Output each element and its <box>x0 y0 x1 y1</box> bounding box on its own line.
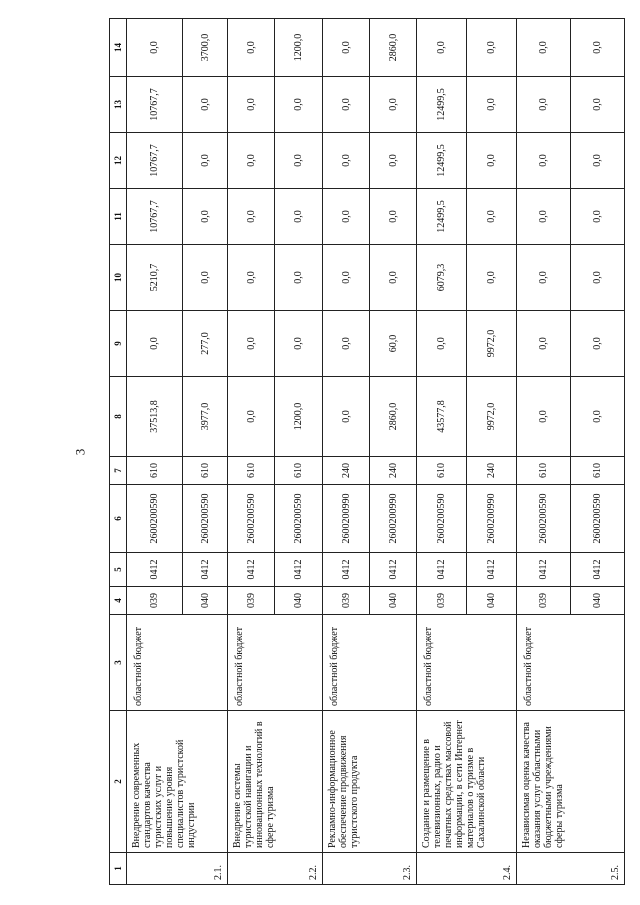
table-cell: 2600200990 <box>467 485 517 553</box>
table-cell: 0,0 <box>370 77 417 133</box>
table-cell: 610 <box>228 457 275 485</box>
table-cell: 0,0 <box>228 377 275 457</box>
table-cell: 0,0 <box>517 311 571 377</box>
table-cell: 2600200990 <box>323 485 370 553</box>
column-header: 12 <box>110 133 127 189</box>
measure-name: Внедрение системы туристской навигации и инновационных технологий в сфере туризма <box>228 711 323 853</box>
table-cell: 040 <box>571 587 625 615</box>
table-cell: 0,0 <box>417 19 467 77</box>
column-header: 1 <box>110 853 127 885</box>
table-cell: 12499,5 <box>417 189 467 245</box>
table-cell: 0412 <box>467 553 517 587</box>
table-cell: 2600200990 <box>370 485 417 553</box>
table-cell: 12499,5 <box>417 133 467 189</box>
table-cell: 240 <box>323 457 370 485</box>
table-cell: 2860,0 <box>370 19 417 77</box>
table-cell: 040 <box>183 587 228 615</box>
table-row <box>228 19 275 885</box>
table-cell: 0,0 <box>467 189 517 245</box>
group-number: 2.3. <box>323 853 417 885</box>
table-cell: 0412 <box>228 553 275 587</box>
table-cell: 039 <box>517 587 571 615</box>
measure-name: Независимая оценка качества оказания услуг областными бюджетными учреждениями сферы туризма <box>517 711 625 853</box>
table-cell: 0,0 <box>571 77 625 133</box>
table-cell: 0412 <box>183 553 228 587</box>
table-cell: 0,0 <box>183 77 228 133</box>
table-cell: 0412 <box>127 553 183 587</box>
column-header: 13 <box>110 77 127 133</box>
table-cell: 1200,0 <box>275 19 323 77</box>
table-cell: 0,0 <box>517 245 571 311</box>
measure-name: Рекламно-информационное обеспечение продвижения туристского продукта <box>323 711 417 853</box>
table-cell: 10767,7 <box>127 133 183 189</box>
table-cell: 3700,0 <box>183 19 228 77</box>
table-cell: 0412 <box>517 553 571 587</box>
table-cell: 3977,0 <box>183 377 228 457</box>
table-cell: 240 <box>370 457 417 485</box>
table-cell: 0412 <box>571 553 625 587</box>
table-cell: 0,0 <box>467 245 517 311</box>
table-cell: 0,0 <box>467 133 517 189</box>
table-cell: 0,0 <box>228 77 275 133</box>
column-header: 6 <box>110 485 127 553</box>
table-row <box>127 19 183 885</box>
column-header: 5 <box>110 553 127 587</box>
table-cell: 0,0 <box>183 133 228 189</box>
table-cell: 0,0 <box>323 133 370 189</box>
funding-source: областной бюджет <box>517 615 625 711</box>
funding-source: областной бюджет <box>417 615 517 711</box>
rotated-table-wrapper <box>109 19 621 885</box>
table-cell: 0,0 <box>571 189 625 245</box>
table-cell: 2600200590 <box>228 485 275 553</box>
table-cell: 0,0 <box>323 77 370 133</box>
table-cell: 0,0 <box>228 311 275 377</box>
table-cell: 0,0 <box>228 189 275 245</box>
table-cell: 040 <box>275 587 323 615</box>
column-header: 9 <box>110 311 127 377</box>
table-cell: 0412 <box>275 553 323 587</box>
table-cell: 039 <box>323 587 370 615</box>
table-cell: 0,0 <box>183 189 228 245</box>
table-cell: 610 <box>183 457 228 485</box>
table-body <box>110 19 625 885</box>
table-cell: 37513,8 <box>127 377 183 457</box>
table-cell: 2600200590 <box>183 485 228 553</box>
table-cell: 0,0 <box>370 133 417 189</box>
table-cell: 240 <box>467 457 517 485</box>
header-row <box>110 19 127 885</box>
funding-source: областной бюджет <box>323 615 417 711</box>
table-cell: 0,0 <box>571 19 625 77</box>
table-cell: 0412 <box>370 553 417 587</box>
table-cell: 0,0 <box>571 377 625 457</box>
page-number: 3 <box>72 448 88 456</box>
table-cell: 0,0 <box>275 77 323 133</box>
column-header: 2 <box>110 711 127 853</box>
column-header: 4 <box>110 587 127 615</box>
table-cell: 0,0 <box>517 19 571 77</box>
table-cell: 0,0 <box>467 19 517 77</box>
table-cell: 0,0 <box>275 133 323 189</box>
table-cell: 0,0 <box>323 19 370 77</box>
table-cell: 610 <box>275 457 323 485</box>
table-cell: 9972,0 <box>467 311 517 377</box>
table-cell: 0,0 <box>228 245 275 311</box>
table-cell: 0,0 <box>127 311 183 377</box>
table-cell: 040 <box>370 587 417 615</box>
table-cell: 2600200590 <box>127 485 183 553</box>
table-cell: 5210,7 <box>127 245 183 311</box>
table-cell: 0,0 <box>183 245 228 311</box>
budget-table <box>109 18 625 885</box>
table-cell: 10767,7 <box>127 77 183 133</box>
table-cell: 0,0 <box>275 189 323 245</box>
table-row <box>417 19 467 885</box>
group-number: 2.2. <box>228 853 323 885</box>
funding-source: областной бюджет <box>127 615 228 711</box>
table-cell: 0,0 <box>228 19 275 77</box>
table-cell: 0,0 <box>228 133 275 189</box>
table-cell: 2600200590 <box>275 485 323 553</box>
table-cell: 0,0 <box>517 377 571 457</box>
table-cell: 2600200590 <box>517 485 571 553</box>
table-cell: 60,0 <box>370 311 417 377</box>
table-cell: 1200,0 <box>275 377 323 457</box>
table-cell: 0,0 <box>370 189 417 245</box>
column-header: 7 <box>110 457 127 485</box>
table-cell: 0,0 <box>571 133 625 189</box>
table-cell: 0,0 <box>275 311 323 377</box>
column-header: 11 <box>110 189 127 245</box>
table-cell: 0412 <box>417 553 467 587</box>
table-cell: 610 <box>571 457 625 485</box>
table-cell: 0412 <box>323 553 370 587</box>
table-cell: 0,0 <box>275 245 323 311</box>
table-cell: 6079,3 <box>417 245 467 311</box>
table-cell: 0,0 <box>127 19 183 77</box>
group-number: 2.5. <box>517 853 625 885</box>
column-header: 10 <box>110 245 127 311</box>
column-header: 8 <box>110 377 127 457</box>
table-row <box>517 19 571 885</box>
table-cell: 2600200590 <box>417 485 467 553</box>
table-cell: 0,0 <box>323 245 370 311</box>
table-cell: 610 <box>127 457 183 485</box>
table-cell: 610 <box>517 457 571 485</box>
table-cell: 9972,0 <box>467 377 517 457</box>
table-cell: 277,0 <box>183 311 228 377</box>
table-cell: 0,0 <box>323 189 370 245</box>
table-cell: 0,0 <box>517 189 571 245</box>
column-header: 14 <box>110 19 127 77</box>
table-cell: 0,0 <box>370 245 417 311</box>
table-cell: 2600200590 <box>571 485 625 553</box>
table-cell: 0,0 <box>323 377 370 457</box>
table-cell: 0,0 <box>517 77 571 133</box>
table-cell: 43577,8 <box>417 377 467 457</box>
funding-source: областной бюджет <box>228 615 323 711</box>
table-cell: 610 <box>417 457 467 485</box>
table-cell: 2860,0 <box>370 377 417 457</box>
group-number: 2.1. <box>127 853 228 885</box>
measure-name: Создание и размещение в телевизионных, радио и печатных средствах массовой информации, в сети Интернет материалов о туризме в Сахалинской области <box>417 711 517 853</box>
column-header: 3 <box>110 615 127 711</box>
table-cell: 0,0 <box>571 311 625 377</box>
group-number: 2.4. <box>417 853 517 885</box>
table-cell: 0,0 <box>467 77 517 133</box>
table-cell: 039 <box>417 587 467 615</box>
table-cell: 0,0 <box>517 133 571 189</box>
table-cell: 0,0 <box>417 311 467 377</box>
table-cell: 10767,7 <box>127 189 183 245</box>
table-cell: 039 <box>127 587 183 615</box>
table-cell: 039 <box>228 587 275 615</box>
table-row <box>323 19 370 885</box>
table-cell: 0,0 <box>323 311 370 377</box>
table-cell: 0,0 <box>571 245 625 311</box>
table-cell: 12499,5 <box>417 77 467 133</box>
table-cell: 040 <box>467 587 517 615</box>
measure-name: Внедрение современных стандартов качества туристских услуг и повышение уровня специалистов туристской индустрии <box>127 711 228 853</box>
